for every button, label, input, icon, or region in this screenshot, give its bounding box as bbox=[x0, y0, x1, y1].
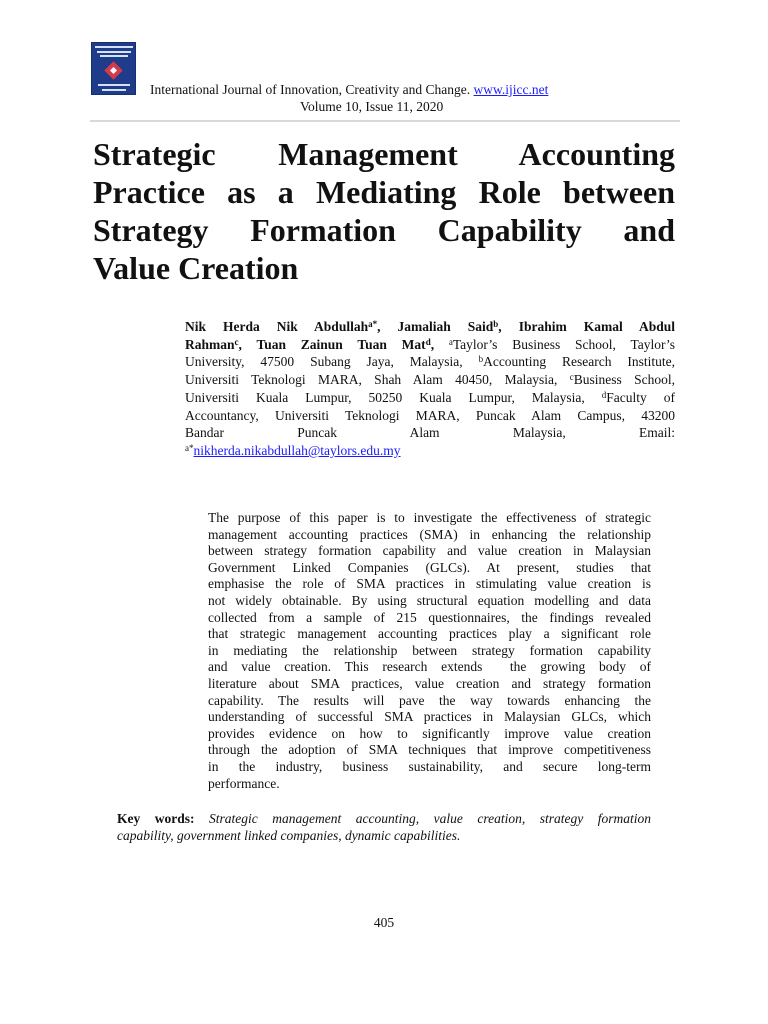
email-superscript: a* bbox=[185, 442, 194, 453]
keywords-text: capability, government linked companies, dynamic capabilities. bbox=[117, 828, 461, 843]
affiliation-text: Bandar Puncak Alam Malaysia, Email: bbox=[185, 425, 675, 441]
abstract-line: capability. The results will pave the way towards enhancing the bbox=[208, 692, 651, 708]
authors-affiliations bbox=[185, 318, 675, 460]
affiliation-text: Faculty of bbox=[606, 389, 676, 405]
affiliation-superscript: d bbox=[601, 389, 607, 400]
author-line bbox=[185, 442, 675, 460]
author-line bbox=[185, 371, 675, 389]
header-divider bbox=[90, 120, 680, 122]
affiliation-superscript: c bbox=[569, 372, 574, 383]
author-name: Tuan Zainun Tuan Mat bbox=[256, 336, 426, 352]
abstract-line: understanding of successful SMA practices in Malaysian GLCs, which bbox=[208, 709, 651, 725]
abstract bbox=[208, 510, 651, 792]
author-line: Nik Herda Nik Abdullah$^{a*}$, Jamaliah Said$^b$, Ibrahim Kamal Abdul bbox=[185, 319, 675, 334]
keywords bbox=[117, 810, 651, 844]
affiliation-superscript: a bbox=[448, 336, 453, 347]
journal-name: International Journal of Innovation, Creativity and Change. bbox=[150, 82, 471, 97]
journal-url-link[interactable]: www.ijicc.net bbox=[473, 82, 549, 97]
keywords-label: Key words: bbox=[117, 811, 195, 826]
affiliation-text: University, 47500 Subang Jaya, Malaysia, bbox=[185, 354, 463, 370]
author-line bbox=[185, 407, 675, 425]
keywords-line bbox=[117, 827, 651, 844]
affiliation-text: Business School, bbox=[573, 372, 676, 388]
author-superscript: d bbox=[425, 336, 431, 347]
author-superscript: a* bbox=[368, 319, 378, 329]
title-line: Strategy Formation Capability and bbox=[93, 212, 675, 248]
page-number: 405 bbox=[373, 915, 395, 930]
affiliation-text: Accountancy, Universiti Teknologi MARA, Puncak Alam Campus, 43200 bbox=[185, 407, 675, 423]
author-line: Rahman$^c$, Tuan Zainun Tuan Mat$^d$, $^a$Taylor’s Business School, Taylor’s bbox=[185, 336, 675, 352]
affiliation-superscript: b bbox=[478, 354, 484, 365]
abstract-line: performance. bbox=[208, 775, 280, 791]
abstract-line: in mediating the relationship between strategy formation capability bbox=[208, 642, 651, 658]
abstract-line: between strategy formation capability and value creation in Malaysian bbox=[208, 543, 651, 559]
abstract-line: not widely obtainable. By using structural equation modelling and data bbox=[208, 592, 651, 608]
abstract-line: provides evidence on how to significantly improve value creation bbox=[208, 725, 651, 741]
abstract-line: and value creation. This research extends the growing body of bbox=[208, 659, 651, 675]
title-line: Value Creation bbox=[93, 250, 299, 286]
abstract-line: that strategic management accounting practices play a significant role bbox=[208, 626, 651, 642]
abstract-line: The purpose of this paper is to investigate the effectiveness of strategic bbox=[208, 510, 651, 525]
abstract-line: literature about SMA practices, value creation and strategy formation bbox=[208, 675, 651, 691]
volume-issue: Volume 10, Issue 11, 2020 bbox=[300, 99, 444, 114]
author-line bbox=[185, 389, 675, 407]
author-superscript: c bbox=[234, 336, 239, 347]
author-line bbox=[185, 424, 675, 442]
title-line: Strategic Management Accounting bbox=[93, 136, 675, 172]
abstract-line: emphasise the role of SMA practices in stimulating value creation is bbox=[208, 576, 651, 592]
abstract-line: Government Linked Companies (GLCs). At present, studies that bbox=[208, 559, 651, 575]
affiliation-text: Universiti Teknologi MARA, Shah Alam 40450, Malaysia, bbox=[185, 372, 558, 388]
keywords-text: Strategic management accounting, value creation, strategy formation bbox=[209, 811, 651, 826]
keywords-line bbox=[117, 810, 651, 827]
journal-header bbox=[150, 81, 620, 98]
author-name: Rahman bbox=[185, 336, 235, 352]
title-line: Practice as a Mediating Role between bbox=[93, 174, 675, 210]
abstract-line: through the adoption of SMA techniques that improve competitiveness bbox=[208, 742, 651, 758]
journal-cover-logo bbox=[91, 42, 136, 95]
author-name: Nik Herda Nik Abdullah bbox=[185, 319, 369, 334]
abstract-line: management accounting practices (SMA) in enhancing the relationship bbox=[208, 526, 651, 542]
author-email-link[interactable]: nikherda.nikabdullah@taylors.edu.my bbox=[193, 442, 401, 458]
affiliation-text: Taylor’s Business School, Taylor’s bbox=[452, 336, 675, 352]
affiliation-text: Accounting Research Institute, bbox=[483, 354, 675, 370]
author-name: Ibrahim Kamal Abdul bbox=[518, 319, 675, 334]
abstract-line: in the industry, business sustainability, and secure long-term bbox=[208, 758, 651, 774]
affiliation-text: Universiti Kuala Lumpur, 50250 Kuala Lumpur, Malaysia, bbox=[185, 389, 585, 405]
paper-title bbox=[93, 135, 675, 287]
author-superscript: b bbox=[493, 319, 499, 329]
author-name: Jamaliah Said bbox=[397, 319, 494, 334]
abstract-line: collected from a sample of 215 questionnaires, the findings revealed bbox=[208, 609, 651, 625]
author-line bbox=[185, 353, 675, 371]
